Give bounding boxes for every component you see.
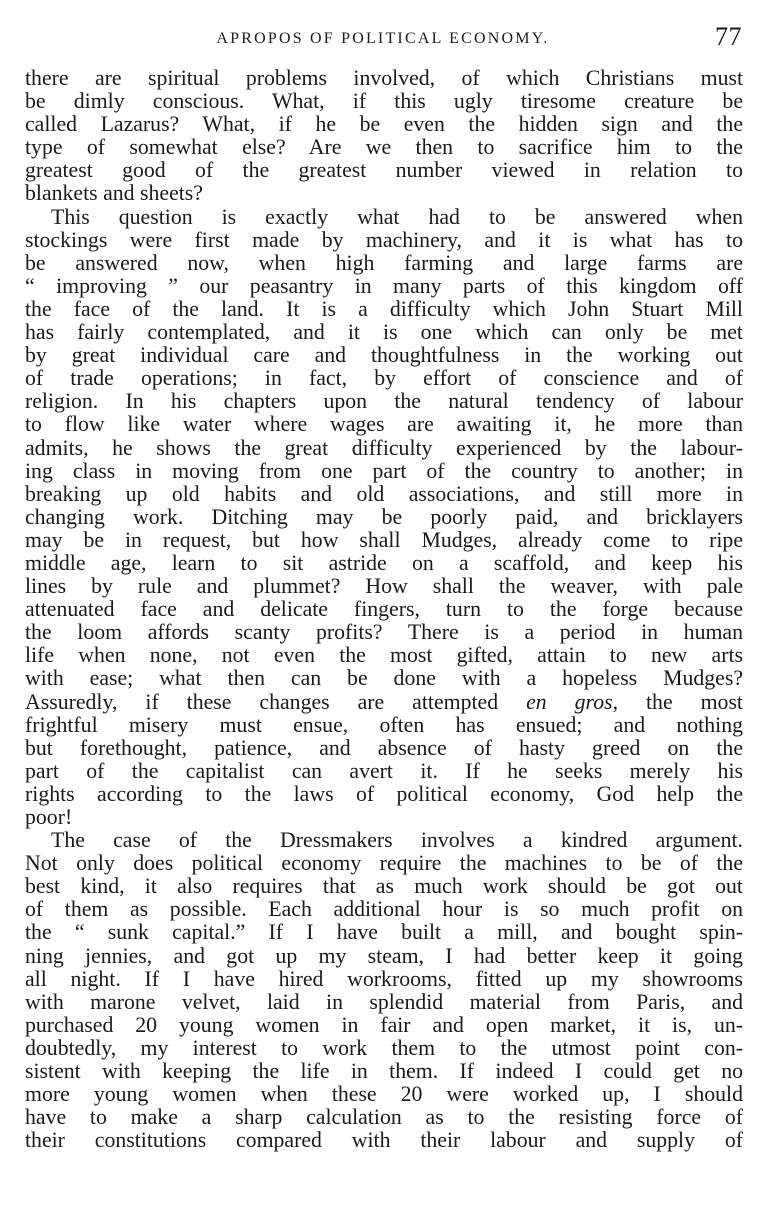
text-line: with ease; what then can be done with a hopeless Mudges? <box>25 666 743 691</box>
text-line: there are spiritual problems involved, of which Christians must <box>25 66 743 90</box>
text-line: the loom affords scanty profits? There is a period in human <box>25 620 743 645</box>
text-line: stockings were first made by machinery, and it is what has to <box>25 227 743 252</box>
text-line: the “ sunk capital.” If I have built a mill, and bought spin- <box>25 920 743 945</box>
text-line: more young women when these 20 were worked up, I should <box>25 1082 743 1107</box>
text-line: frightful misery must ensue, often has ensued; and nothing <box>25 712 743 737</box>
text-line: poor! <box>25 805 73 829</box>
text-line: all night. If I have hired workrooms, fitted up my showrooms <box>25 966 743 991</box>
text-line: “ improving ” our peasantry in many parts of this kingdom off <box>25 273 743 298</box>
text-line: lines by rule and plummet? How shall the weaver, with pale <box>25 574 743 599</box>
running-head <box>24 24 742 56</box>
text-line: blankets and sheets? <box>25 181 203 206</box>
text-line: be answered now, when high farming and large farms are <box>25 250 743 275</box>
text-line: by great individual care and thoughtfulness in the working out <box>25 343 743 368</box>
text-line: religion. In his chapters upon the natural tendency of labour <box>25 389 743 414</box>
text-line: best kind, it also requires that as much work should be got out <box>25 874 743 899</box>
page-number: 77 <box>715 22 742 51</box>
text-line: may be in request, but how shall Mudges, already come to ripe <box>25 527 743 552</box>
text-line: The case of the Dressmakers involves a kindred argument. <box>51 828 743 853</box>
body-text <box>25 67 743 1152</box>
running-title: APROPOS OF POLITICAL ECONOMY. <box>216 30 550 47</box>
text-line: doubtedly, my interest to work them to the utmost point con- <box>25 1035 743 1060</box>
text-segment: Assuredly, if these changes are attempted <box>25 689 527 714</box>
text-line: changing work. Ditching may be poorly paid, and bricklayers <box>25 504 743 529</box>
text-line: admits, he shows the great difficulty experienced by the labour- <box>25 435 743 460</box>
text-line: rights according to the laws of political economy, God help the <box>25 781 743 806</box>
text-line: of them as possible. Each additional hour is so much profit on <box>25 897 743 922</box>
text-line: part of the capitalist can avert it. If he seeks merely his <box>25 758 743 783</box>
text-line: greatest good of the greatest number viewed in relation to <box>25 158 743 183</box>
text-line: but forethought, patience, and absence of hasty greed on the <box>25 735 743 760</box>
text-line: to flow like water where wages are awaiting it, he more than <box>25 412 743 437</box>
text-line: of trade operations; in fact, by effort of conscience and of <box>25 366 743 391</box>
text-line: middle age, learn to sit astride on a scaffold, and keep his <box>25 550 743 575</box>
text-line: the face of the land. It is a difficulty which John Stuart Mill <box>25 296 743 321</box>
text-line: Not only does political economy require the machines to be of the <box>25 851 743 876</box>
text-line: has fairly contemplated, and it is one which can only be met <box>25 320 743 345</box>
text-line: sistent with keeping the life in them. If indeed I could get no <box>25 1059 743 1084</box>
text-line: their constitutions compared with their labour and supply of <box>25 1128 743 1153</box>
text-line: be dimly conscious. What, if this ugly tiresome creature be <box>25 89 743 114</box>
text-line: called Lazarus? What, if he be even the hidden sign and the <box>25 112 743 137</box>
text-line: breaking up old habits and old associations, and still more in <box>25 481 743 506</box>
text-segment: , the most <box>612 689 743 714</box>
italic-phrase: en gros <box>526 689 613 714</box>
text-line: have to make a sharp calculation as to the resisting force of <box>25 1105 743 1130</box>
text-line: This question is exactly what had to be answered when <box>51 204 743 229</box>
text-line: with marone velvet, laid in splendid material from Paris, and <box>25 989 743 1014</box>
text-line-with-italic <box>25 691 743 714</box>
text-line: life when none, not even the most gifted, attain to new arts <box>25 643 743 668</box>
text-line: type of somewhat else? Are we then to sacrifice him to the <box>25 135 743 160</box>
text-line: ing class in moving from one part of the country to another; in <box>25 458 743 483</box>
text-line: ning jennies, and got up my steam, I had better keep it going <box>25 943 743 968</box>
text-line: purchased 20 young women in fair and open market, it is, un- <box>25 1012 743 1037</box>
text-line: attenuated face and delicate fingers, turn to the forge because <box>25 597 743 622</box>
